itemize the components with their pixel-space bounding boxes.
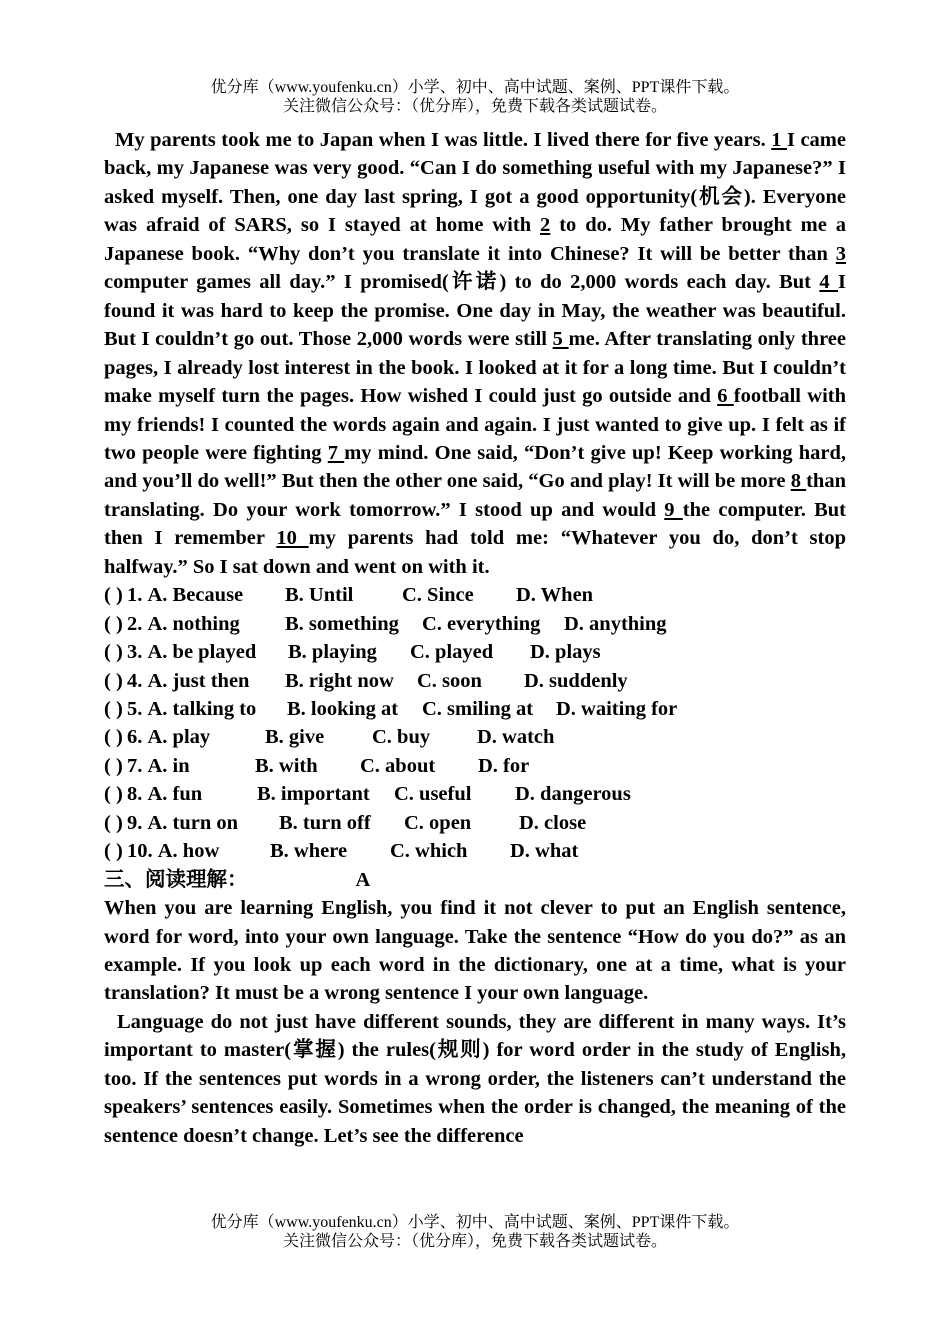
main-content [104,126,846,1150]
question-option-a [127,667,285,695]
question-option-a [127,581,285,609]
cloze-text: the computer. But then I remember [104,498,847,550]
question-number: 1. [127,584,143,607]
question-option-b: B. turn off [279,811,371,834]
option-text: A. just then [147,669,250,692]
blank-4: 4 [819,271,839,294]
option-text: A. fun [147,783,203,806]
question-option-c: C. buy [372,726,431,749]
question-option-a [127,695,287,723]
question-option-b: B. with [255,754,318,777]
question-option-d: D. close [519,811,587,834]
question-option-c: C. soon [417,669,482,692]
cloze-text: My parents took me to Japan when I was little. I lived there for five years. [115,129,772,151]
option-text: A. how [157,840,220,863]
cloze-text: my parents had told me: “Whatever you do, don’t stop halfway.” So I sat down and went on with it. [104,527,847,578]
question-number: 9. [127,811,143,834]
reading-paragraph-2: Language do not just have different sounds, they are different in many ways. It’s important to master(掌握) the rules(规则) for word order in the study of English, too. If the sentences put words in a wrong order, the listeners can’t understand the speakers’ sentences easily. Sometimes when the order is changed, the meaning of the sentence doesn’t change. Let’s see the difference [104,1010,846,1147]
question-option-b: B. something [285,612,399,635]
cloze-text: than translating. Do your work tomorrow.” I stood up and would [104,470,846,521]
section-title: 三、阅读理解： [104,868,248,891]
cloze-passage [104,126,846,581]
question-option-b: B. Until [285,584,354,607]
question-option-d: D. anything [564,612,667,635]
page-footer [0,1213,950,1251]
reading-paragraph-1: When you are learning English, you find it not clever to put an English sentence, word for word, into your own language. Take the sentence “How do you do?” as an example. If you look up each word in the dictionary, one at a time, what is your translation? It must be a wrong sentence I your own language. [104,897,846,1005]
question-row [104,638,846,666]
question-option-a [127,638,288,666]
section-heading [104,866,846,894]
blank-8: 8 [790,470,807,493]
question-option-b: B. playing [288,641,377,664]
answer-paren: ( ) [104,783,123,806]
answer-paren: ( ) [104,641,123,664]
answer-paren: ( ) [104,840,123,863]
blank-5: 5 [552,328,569,351]
blank-1: 1 [771,129,787,151]
question-row [104,667,846,695]
question-option-a [127,610,285,638]
answer-paren: ( ) [104,811,123,834]
question-row [104,780,846,808]
question-option-a [127,809,279,837]
footer-line-2: 关注微信公众号：（优分库），免费下载各类试题试卷。 [282,1233,667,1250]
header-line-2: 关注微信公众号：（优分库），免费下载各类试题试卷。 [282,98,667,115]
question-option-d: D. waiting for [556,698,678,720]
option-text: A. play [147,726,211,749]
question-row [104,610,846,638]
question-option-d: D. for [478,754,530,777]
question-option-c: C. which [390,840,468,863]
question-option-d: D. plays [530,641,601,664]
question-number: 4. [127,669,143,692]
answer-paren: ( ) [104,754,123,777]
option-text: A. be played [147,641,257,664]
cloze-text: my mind. One said, “Don’t give up! Keep working hard, and you’ll do well!” But then the other one said, “Go and play! It will be more [104,441,846,493]
cloze-text: computer games all day.” I promised(许诺) to do 2,000 words each day. But [104,271,820,294]
question-option-b: B. looking at [287,698,399,720]
question-row [104,723,846,751]
question-option-b: B. important [257,783,370,806]
question-option-c: C. Since [402,584,474,607]
blank-2: 2 [540,214,551,237]
question-number: 5. [127,698,143,720]
option-text: A. Because [147,584,244,607]
question-option-b: B. give [265,726,325,749]
answer-paren: ( ) [104,726,123,749]
question-option-a [127,837,270,865]
blank-3: 3 [835,242,846,265]
question-option-a [127,752,255,780]
blank-9: 9 [664,498,683,521]
question-row [104,695,846,723]
question-number: 8. [127,783,143,806]
option-text: A. nothing [147,612,240,635]
question-option-d: D. When [516,584,594,607]
question-option-c: C. open [404,811,472,834]
footer-line-1: 优分库（www.youfenku.cn）小学、初中、高中试题、案例、PPT课件下载。 [210,1214,740,1231]
blank-10: 10 [276,527,309,550]
question-option-a [127,723,265,751]
blank-7: 7 [327,441,345,464]
option-text: A. in [147,754,190,777]
question-row [104,837,846,865]
cloze-text: football with my friends! I counted the words again and again. I just wanted to give up. I felt as if two people were fighting [104,385,846,464]
question-option-a [127,780,257,808]
question-option-c: C. played [410,641,494,664]
question-row [104,752,846,780]
question-option-d: D. watch [477,726,555,749]
question-row [104,809,846,837]
question-number: 7. [127,754,143,777]
cloze-text: me. After translating only three pages, I already lost interest in the book. I looked at it for a long time. But I couldn’t make myself turn the pages. How wished I could just go outside and [104,328,847,408]
question-option-b: B. where [270,840,348,863]
answer-paren: ( ) [104,669,123,692]
question-option-d: D. dangerous [515,783,631,806]
question-option-c: C. about [360,754,436,777]
passage-letter: A [355,868,371,891]
option-text: A. turn on [147,811,239,834]
question-option-c: C. everything [422,612,541,635]
question-option-b: B. right now [285,669,394,692]
question-number: 3. [127,641,143,664]
page-header [0,78,950,116]
question-number: 10. [127,840,153,863]
header-line-1: 优分库（www.youfenku.cn）小学、初中、高中试题、案例、PPT课件下载。 [210,79,740,96]
question-option-d: D. suddenly [524,669,628,692]
option-text: A. talking to [147,698,257,720]
question-number: 2. [127,612,143,635]
question-option-d: D. what [510,840,579,863]
cloze-text: I found it was hard to keep the promise. One day in May, the weather was beautiful. But I couldn’t go out. Those 2,000 words were still [104,271,846,351]
question-option-c: C. useful [394,783,472,806]
question-row [104,581,846,609]
question-list [104,581,846,865]
question-number: 6. [127,726,143,749]
question-option-c: C. smiling at [422,698,534,720]
answer-paren: ( ) [104,584,123,607]
answer-paren: ( ) [104,612,123,635]
answer-paren: ( ) [104,698,123,720]
blank-6: 6 [717,385,734,408]
cloze-text: to do. My father brought me a Japanese book. “Why don’t you translate it into Chinese? It will be better than [104,214,846,265]
cloze-text: I came back, my Japanese was very good. “Can I do something useful with my Japanese?” I asked myself. Then, one day last spring, I got a good opportunity(机会). Everyone was afraid of SARS, so I stayed at home with [104,129,846,237]
